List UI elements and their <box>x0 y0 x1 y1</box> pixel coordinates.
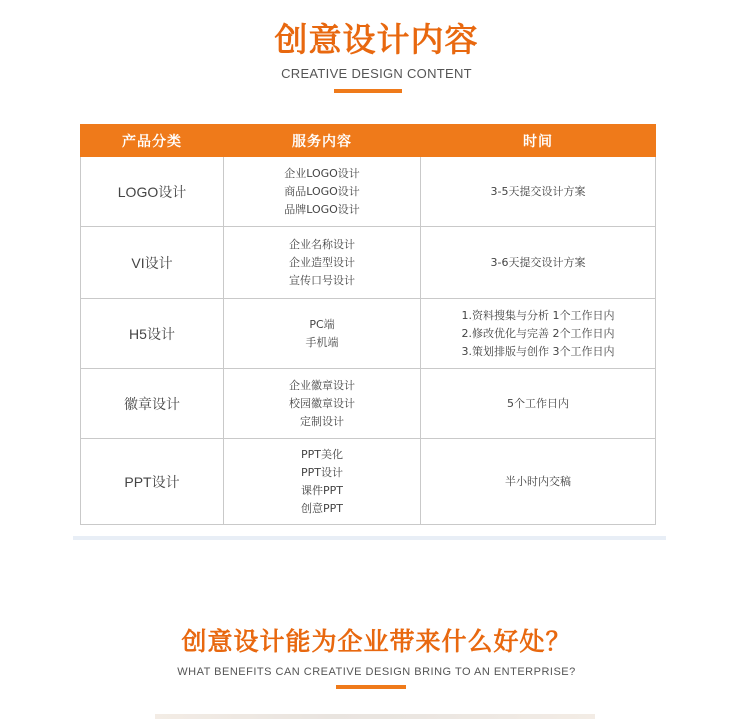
service-item: 企业LOGO设计 <box>284 166 360 180</box>
row-time <box>421 299 656 369</box>
table-row <box>81 369 656 439</box>
header-time: 时间 <box>421 125 656 157</box>
header-category: 产品分类 <box>81 125 224 157</box>
table-row <box>81 299 656 369</box>
time-item: 5个工作日内 <box>507 396 569 410</box>
service-item: PC端 <box>309 317 335 331</box>
service-item: 商品LOGO设计 <box>284 184 360 198</box>
row-time <box>421 439 656 525</box>
row-category: VI设计 <box>81 227 224 299</box>
row-services <box>224 369 421 439</box>
header-service: 服务内容 <box>224 125 421 157</box>
time-item: 3.策划排版与创作 3个工作日内 <box>461 344 615 358</box>
row-time <box>421 227 656 299</box>
service-item: PPT美化 <box>301 447 343 461</box>
section-divider <box>73 536 666 540</box>
row-time <box>421 157 656 227</box>
title-underline <box>334 89 402 93</box>
time-item: 2.修改优化与完善 2个工作日内 <box>461 326 615 340</box>
service-item: 品牌LOGO设计 <box>284 202 360 216</box>
row-services <box>224 439 421 525</box>
row-category: H5设计 <box>81 299 224 369</box>
section-subtitle: CREATIVE DESIGN CONTENT <box>281 66 472 81</box>
benefits-title: 创意设计能为企业带来什么好处？ <box>181 627 572 656</box>
table-header-row <box>81 125 656 157</box>
time-item: 半小时内交稿 <box>505 474 571 488</box>
table-row <box>81 157 656 227</box>
service-item: PPT设计 <box>301 465 343 479</box>
row-category: LOGO设计 <box>81 157 224 227</box>
service-item: 校园徽章设计 <box>289 396 355 410</box>
benefits-underline <box>336 685 406 689</box>
service-item: 手机端 <box>305 335 339 349</box>
time-item: 3-6天提交设计方案 <box>490 255 586 269</box>
row-services <box>224 299 421 369</box>
row-services <box>224 227 421 299</box>
time-item: 1.资料搜集与分析 1个工作日内 <box>461 308 615 322</box>
row-category: PPT设计 <box>81 439 224 525</box>
row-category: 徽章设计 <box>81 369 224 439</box>
next-section-image-edge <box>155 714 595 719</box>
service-item: 企业徽章设计 <box>289 378 355 392</box>
section-title: 创意设计内容 <box>274 20 479 59</box>
table-row <box>81 439 656 525</box>
service-table <box>80 124 656 525</box>
service-item: 企业造型设计 <box>289 255 355 269</box>
service-item: 企业名称设计 <box>289 237 355 251</box>
service-item: 宣传口号设计 <box>289 273 355 287</box>
row-time <box>421 369 656 439</box>
time-item: 3-5天提交设计方案 <box>490 184 586 198</box>
benefits-subtitle: WHAT BENEFITS CAN CREATIVE DESIGN BRING TO AN ENTERPRISE? <box>177 666 576 678</box>
table-row <box>81 227 656 299</box>
service-item: 定制设计 <box>300 414 344 428</box>
row-services <box>224 157 421 227</box>
service-item: 课件PPT <box>301 483 343 497</box>
service-item: 创意PPT <box>301 501 343 515</box>
